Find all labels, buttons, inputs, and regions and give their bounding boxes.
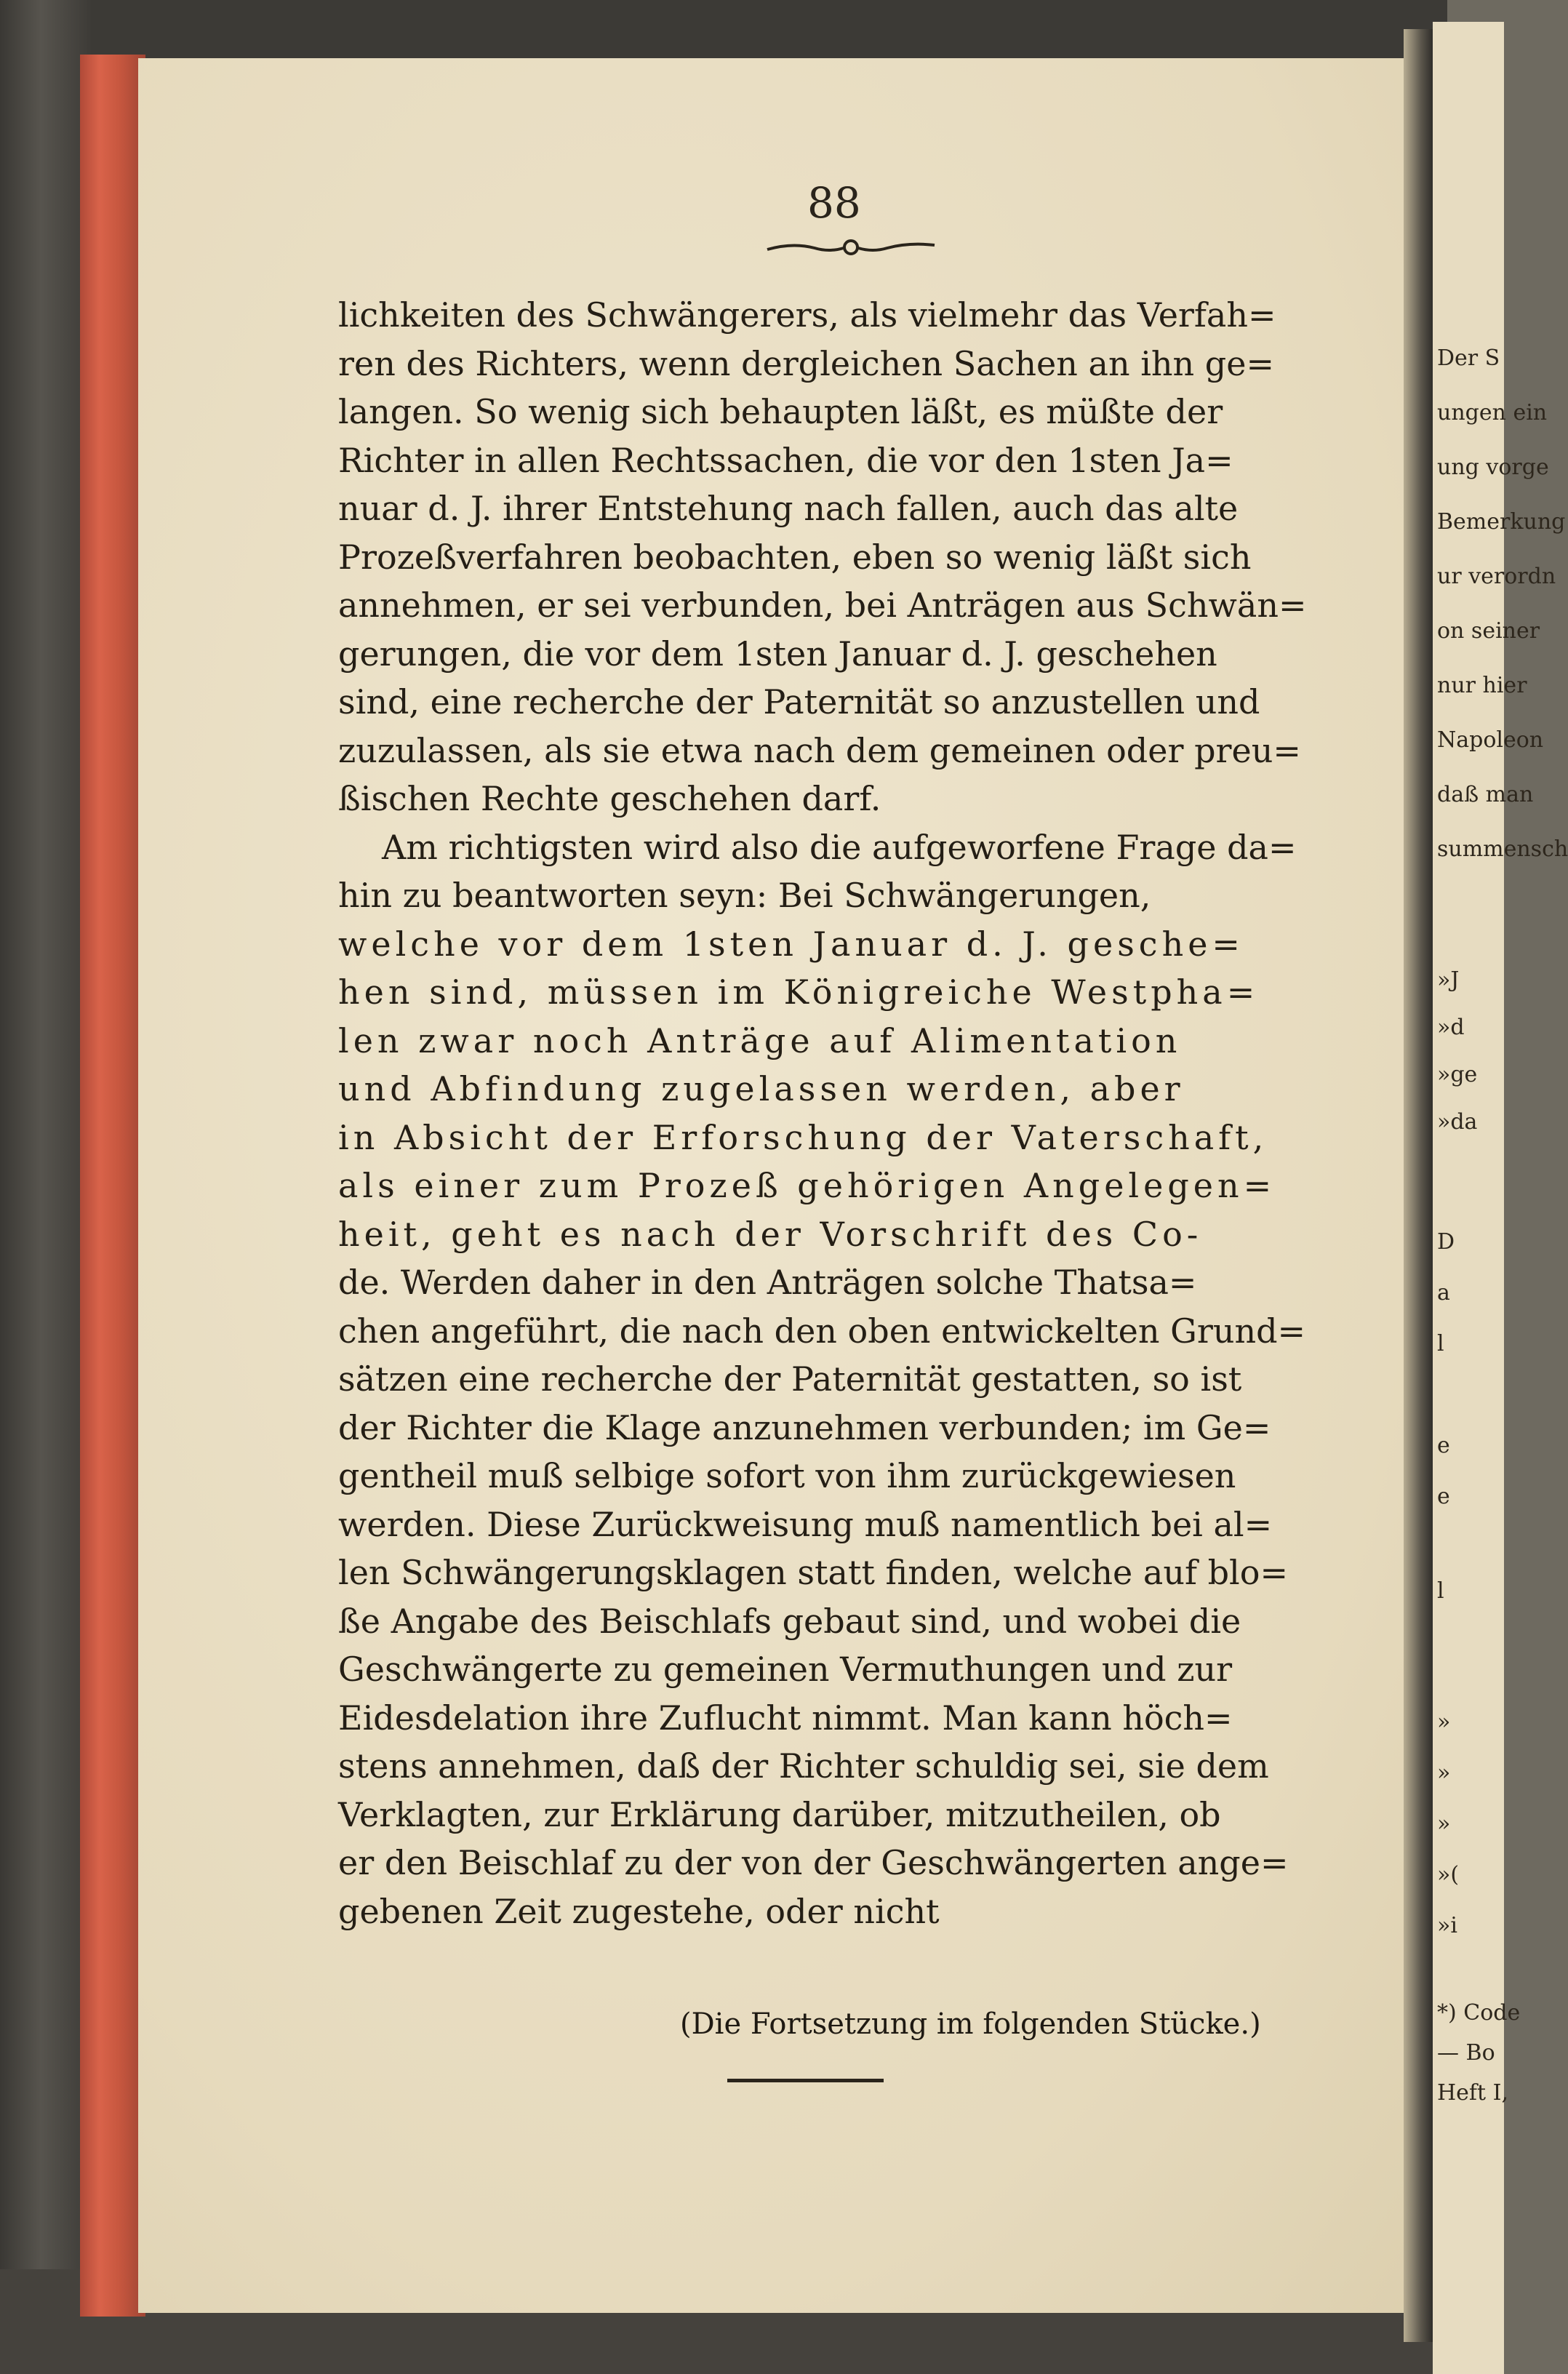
text-line: ren des Richters, wenn dergleichen Sachen an ihn ge= [338,343,1274,383]
next-page-fragment: D [1437,1229,1455,1255]
text-line: hin zu beantworten seyn: Bei Schwängerungen, [338,876,1151,915]
end-rule [727,2079,884,2082]
text-line: gentheil muß selbige sofort von ihm zurückgewiesen [338,1456,1236,1495]
next-page-fragment: Heft I, [1437,2080,1508,2106]
ornament-divider [764,236,938,258]
next-page-fragment: » [1437,1709,1451,1735]
text-line: sind, eine recherche der Paternität so anzustellen und [338,682,1260,722]
next-page-fragment: ungen ein [1437,400,1548,425]
text-line: und Abfindung zugelassen werden, aber [338,1069,1185,1108]
next-page-fragment: »ge [1437,1062,1478,1087]
text-line: nuar d. J. ihrer Entstehung nach fallen, auch das alte [338,489,1239,528]
next-page-fragment: »J [1437,967,1460,993]
text-line: hen sind, müssen im Königreiche Westpha= [338,972,1260,1012]
next-page-fragment: e [1437,1484,1450,1509]
next-page-fragment: Der S [1437,345,1500,371]
text-line: Richter in allen Rechtssachen, die vor den 1sten Ja= [338,440,1233,480]
text-line: Geschwängerte zu gemeinen Vermuthungen und zur [338,1650,1233,1689]
next-page-fragment: »i [1437,1913,1457,1938]
text-line: stens annehmen, daß der Richter schuldig sei, sie dem [338,1746,1269,1786]
next-page-fragment: Bemerkung [1437,509,1566,535]
book-cover-top [0,0,1447,58]
red-page-edge [80,55,145,2317]
text-line: in Absicht der Erforschung der Vaterschaft, [338,1117,1268,1157]
text-line: ße Angabe des Beischlafs gebaut sind, und wobei die [338,1601,1241,1641]
body-text [338,291,1338,1935]
text-line: er den Beischlaf zu der von der Geschwängerten ange= [338,1843,1289,1882]
next-page-fragment: — Bo [1437,2040,1495,2066]
text-line: lichkeiten des Schwängerers, als vielmehr das Verfah= [338,295,1276,335]
text-line: de. Werden daher in den Anträgen solche Thatsa= [338,1263,1197,1302]
next-page-fragment: ur verordn [1437,564,1556,589]
adjacent-page [1433,22,1568,2374]
next-page-fragment: daß man [1437,782,1534,807]
text-line: werden. Diese Zurückweisung muß namentlich bei al= [338,1504,1273,1544]
next-page-fragment: summensch [1437,836,1568,862]
text-line: der Richter die Klage anzunehmen verbunden; im Ge= [338,1407,1271,1447]
next-page-fragment: on seiner [1437,618,1540,644]
text-line: Verklagten, zur Erklärung darüber, mitzutheilen, ob [338,1794,1221,1834]
text-line: ßischen Rechte geschehen darf. [338,779,881,818]
next-page-fragment: ung vorge [1437,455,1549,480]
page-number: 88 [807,178,861,228]
text-line: sätzen eine recherche der Paternität gestatten, so ist [338,1359,1242,1399]
next-page-fragment: *) Code [1437,2000,1521,2026]
text-line: zuzulassen, als sie etwa nach dem gemeinen oder preu= [338,730,1301,770]
text-line: Eidesdelation ihre Zuflucht nimmt. Man kann höch= [338,1698,1233,1738]
text-line: Am richtigsten wird also die aufgeworfene Frage da= [382,827,1297,867]
text-line: gerungen, die vor dem 1sten Januar d. J. geschehen [338,634,1217,674]
continuation-note: (Die Fortsetzung im folgenden Stücke.) [680,2007,1261,2041]
next-page-fragment: e [1437,1433,1450,1458]
text-line: als einer zum Prozeß gehörigen Angelegen= [338,1166,1276,1205]
book-gutter [1404,29,1433,2342]
text-line: len zwar noch Anträge auf Alimentation [338,1020,1182,1060]
text-line: heit, geht es nach der Vorschrift des Co- [338,1214,1203,1254]
text-line: welche vor dem 1sten Januar d. J. gesche= [338,924,1244,964]
next-page-fragment: »da [1437,1109,1478,1135]
next-page-fragment: » [1437,1760,1451,1786]
text-line: chen angeführt, die nach den oben entwickelten Grund= [338,1311,1306,1351]
next-page-fragment: Napoleon [1437,727,1544,753]
next-page-fragment: nur hier [1437,673,1527,698]
next-page-fragment: l [1437,1578,1444,1604]
next-page-fragment: »d [1437,1015,1465,1040]
next-page-fragment: a [1437,1280,1450,1306]
text-line: Prozeßverfahren beobachten, eben so wenig läßt sich [338,537,1252,577]
book-cover-left [0,0,91,2374]
text-line: annehmen, er sei verbunden, bei Anträgen aus Schwän= [338,585,1307,625]
text-line: len Schwängerungsklagen statt finden, welche auf blo= [338,1553,1288,1592]
text-line: gebenen Zeit zugestehe, oder nicht [338,1891,940,1931]
text-line: langen. So wenig sich behaupten läßt, es müßte der [338,392,1223,431]
next-page-fragment: l [1437,1331,1444,1356]
next-page-fragment: » [1437,1811,1451,1837]
next-page-fragment: »( [1437,1862,1460,1887]
